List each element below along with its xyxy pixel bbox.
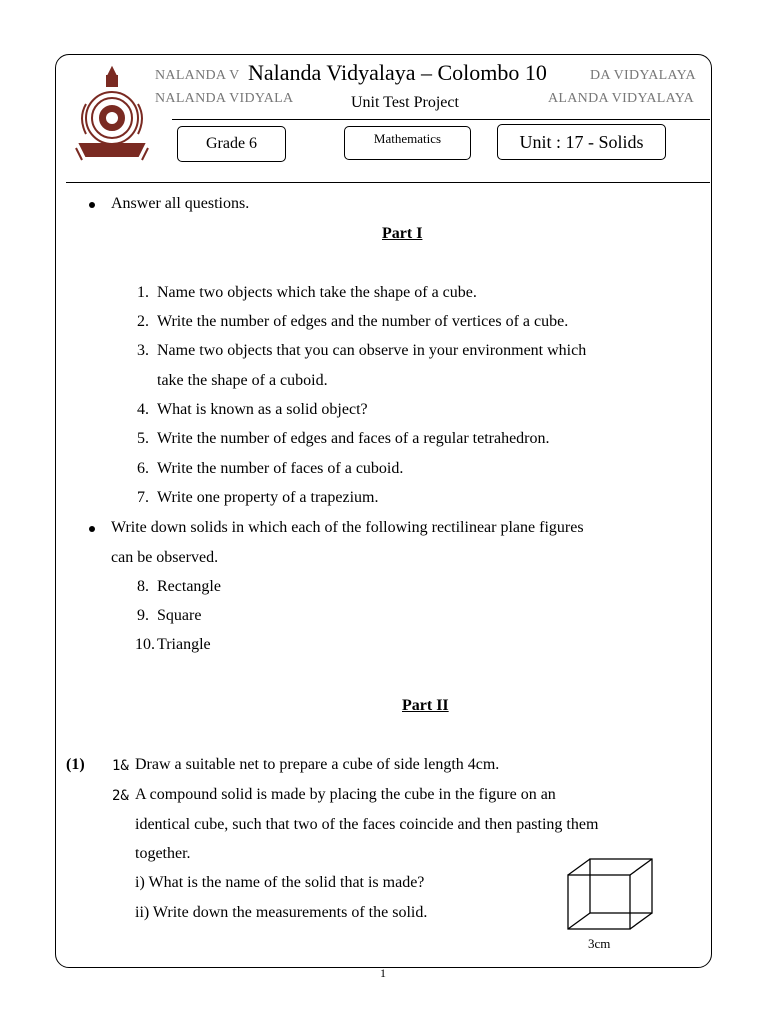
grade-box xyxy=(177,126,286,162)
sub-question-text: A compound solid is made by placing the cube in the figure on an xyxy=(135,786,556,803)
sub-question-marker: 1& xyxy=(112,758,129,774)
figure-dimension-label: 3cm xyxy=(588,936,611,951)
question-text: Triangle xyxy=(157,636,211,653)
instruction-2-text-continued: can be observed. xyxy=(111,549,219,566)
question-text: Write the number of edges and the number of vertices of a cube. xyxy=(157,313,569,330)
unit-box xyxy=(497,124,666,160)
question-number: 2. xyxy=(137,313,149,330)
instruction-2-text: Write down solids in which each of the following rectilinear plane figures xyxy=(111,519,584,536)
question-number: 8. xyxy=(137,578,149,595)
question-number: 5. xyxy=(137,430,149,447)
part-1-title: Part I xyxy=(382,225,423,242)
bullet-icon xyxy=(89,526,95,532)
school-crest-logo xyxy=(72,64,152,164)
instruction-text: Answer all questions. xyxy=(111,195,250,212)
subject-box xyxy=(344,126,471,160)
section-divider xyxy=(66,182,710,183)
sub-question-marker: 2& xyxy=(112,788,129,804)
page-number: 1 xyxy=(380,966,386,980)
sub-question-text-continued: together. xyxy=(135,845,191,862)
subject-label: Mathematics xyxy=(373,131,442,146)
question-text: Square xyxy=(157,607,202,624)
part-2-title: Part II xyxy=(402,697,449,714)
question-text: Write the number of faces of a cuboid. xyxy=(157,460,404,477)
document-subtitle: Unit Test Project xyxy=(351,94,459,111)
sub-part-ii-text: ii) Write down the measurements of the solid. xyxy=(135,904,428,921)
question-number: 10. xyxy=(135,636,155,653)
sub-question-text: Draw a suitable net to prepare a cube of side length 4cm. xyxy=(135,756,500,773)
question-number: 1. xyxy=(137,284,149,301)
question-text: Rectangle xyxy=(157,578,221,595)
watermark-text: ALANDA VIDYALAYA xyxy=(548,91,694,106)
question-text: Write one property of a trapezium. xyxy=(157,489,379,506)
school-title: Nalanda Vidyalaya – Colombo 10 xyxy=(248,60,547,85)
question-text: What is known as a solid object? xyxy=(157,401,368,418)
sub-question-text-continued: identical cube, such that two of the faces coincide and then pasting them xyxy=(135,816,599,833)
question-text-continued: take the shape of a cuboid. xyxy=(157,372,328,389)
question-number: 7. xyxy=(137,489,149,506)
question-number: 4. xyxy=(137,401,149,418)
grade-label: Grade 6 xyxy=(205,135,258,152)
question-label: (1) xyxy=(66,756,85,773)
bullet-icon xyxy=(89,202,95,208)
watermark-text: NALANDA V xyxy=(155,68,240,83)
watermark-text: DA VIDYALAYA xyxy=(590,68,696,83)
question-text: Write the number of edges and faces of a regular tetrahedron. xyxy=(157,430,550,447)
watermark-text: NALANDA VIDYALA xyxy=(155,91,294,106)
cube-figure xyxy=(562,855,662,935)
sub-part-i-text: i) What is the name of the solid that is made? xyxy=(135,874,425,891)
unit-label: Unit : 17 - Solids xyxy=(519,131,644,152)
question-number: 9. xyxy=(137,607,149,624)
question-text: Name two objects that you can observe in your environment which xyxy=(157,342,587,359)
question-number: 6. xyxy=(137,460,149,477)
question-number: 3. xyxy=(137,342,149,359)
question-text: Name two objects which take the shape of a cube. xyxy=(157,284,477,301)
header-divider xyxy=(172,119,710,120)
